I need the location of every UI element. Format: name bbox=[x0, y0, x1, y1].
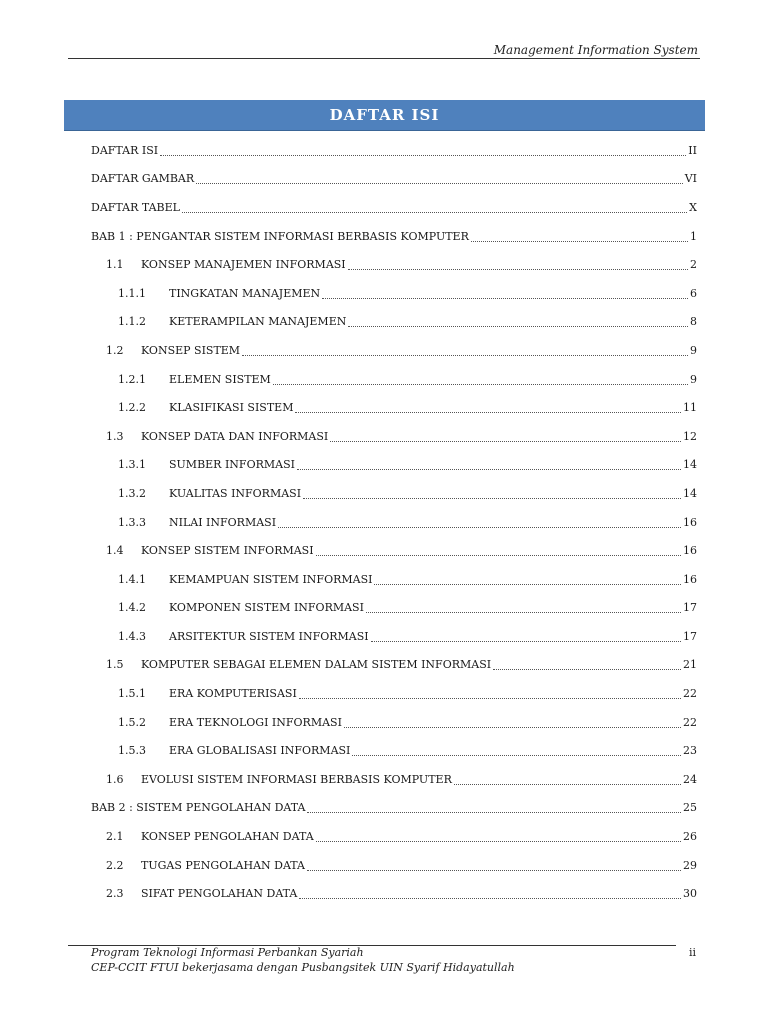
toc-entry-page: 9 bbox=[690, 343, 697, 357]
toc-entry-title: DAFTAR ISI bbox=[91, 143, 159, 157]
toc-entry[interactable] bbox=[91, 193, 697, 222]
toc-entry[interactable] bbox=[91, 365, 697, 394]
footer-page-number: ii bbox=[689, 946, 697, 959]
toc-entry-number: 1.5.1 bbox=[118, 687, 146, 701]
toc-heading: DAFTAR ISI bbox=[329, 106, 440, 124]
toc-entry-title: TUGAS PENGOLAHAN DATA bbox=[141, 858, 305, 872]
toc-dot-leader bbox=[366, 604, 681, 613]
toc-dot-leader bbox=[299, 890, 681, 899]
toc-entry-number: 1.1.2 bbox=[118, 315, 146, 329]
toc-dot-leader bbox=[493, 661, 681, 670]
toc-entry-page: 21 bbox=[683, 658, 697, 672]
toc-entry[interactable] bbox=[91, 222, 697, 251]
toc-dot-leader bbox=[242, 347, 688, 356]
toc-dot-leader bbox=[330, 433, 681, 442]
toc-entry[interactable] bbox=[91, 508, 697, 537]
toc-dot-leader bbox=[307, 804, 681, 813]
toc-entry[interactable] bbox=[91, 536, 697, 565]
toc-dot-leader bbox=[348, 318, 688, 327]
toc-entry-number: 2.2 bbox=[106, 858, 124, 872]
toc-entry[interactable] bbox=[91, 765, 697, 794]
toc-entry-page: 14 bbox=[683, 486, 697, 500]
toc-entry-title: KOMPONEN SISTEM INFORMASI bbox=[169, 601, 364, 615]
toc-entry[interactable] bbox=[91, 679, 697, 708]
toc-dot-leader bbox=[278, 519, 681, 528]
toc-entry-title: KONSEP PENGOLAHAN DATA bbox=[141, 830, 314, 844]
toc-dot-leader bbox=[344, 719, 681, 728]
toc-entry-title: ARSITEKTUR SISTEM INFORMASI bbox=[169, 629, 369, 643]
toc-entry-page: 1 bbox=[690, 229, 697, 243]
toc-entry-number: 2.1 bbox=[106, 830, 124, 844]
toc-entry-page: 16 bbox=[683, 544, 697, 558]
toc-entry-page: 12 bbox=[683, 429, 697, 443]
toc-entry-page: 22 bbox=[683, 687, 697, 701]
toc-entry-number: 1.1 bbox=[106, 258, 124, 272]
running-header-title: Management Information System bbox=[493, 43, 698, 57]
toc-dot-leader bbox=[273, 376, 688, 385]
toc-entry-page: 17 bbox=[683, 629, 697, 643]
toc-entry[interactable] bbox=[91, 422, 697, 451]
toc-entry-page: 17 bbox=[683, 601, 697, 615]
toc-entry[interactable] bbox=[91, 594, 697, 623]
toc-entry-number: 1.2 bbox=[106, 343, 124, 357]
toc-dot-leader bbox=[371, 633, 681, 642]
toc-entry[interactable] bbox=[91, 736, 697, 765]
toc-entry-title: DAFTAR GAMBAR bbox=[91, 172, 195, 186]
toc-entry-number: 1.4.1 bbox=[118, 572, 146, 586]
toc-entry-title: ERA KOMPUTERISASI bbox=[169, 687, 297, 701]
toc-entry-number: 1.5.2 bbox=[118, 715, 146, 729]
toc-entry-page: II bbox=[688, 143, 697, 157]
toc-entry-title: KLASIFIKASI SISTEM bbox=[169, 401, 294, 415]
toc-entry-page: VI bbox=[684, 172, 697, 186]
toc-entry-number: 2.3 bbox=[106, 887, 124, 901]
toc-entry[interactable] bbox=[91, 479, 697, 508]
toc-dot-leader bbox=[299, 690, 681, 699]
toc-entry-title: DAFTAR TABEL bbox=[91, 200, 180, 214]
toc-entry-page: 24 bbox=[683, 772, 697, 786]
toc-banner bbox=[64, 100, 705, 131]
toc-entry[interactable] bbox=[91, 279, 697, 308]
toc-entry-number: 1.3.3 bbox=[118, 515, 146, 529]
toc-entry-page: 8 bbox=[690, 315, 697, 329]
toc-entry-number: 1.3 bbox=[106, 429, 124, 443]
toc-entry-title: KONSEP MANAJEMEN INFORMASI bbox=[141, 258, 346, 272]
toc-entry-number: 1.2.2 bbox=[118, 401, 146, 415]
toc-entry[interactable] bbox=[91, 250, 697, 279]
toc-entry-number: 1.5.3 bbox=[118, 744, 146, 758]
toc-dot-leader bbox=[297, 461, 681, 470]
table-of-contents bbox=[91, 136, 697, 908]
toc-entry-number: 1.3.2 bbox=[118, 486, 146, 500]
toc-entry-title: KOMPUTER SEBAGAI ELEMEN DALAM SISTEM INFORMASI bbox=[141, 658, 492, 672]
toc-entry-page: 22 bbox=[683, 715, 697, 729]
toc-dot-leader bbox=[316, 833, 681, 842]
toc-entry-title: KONSEP DATA DAN INFORMASI bbox=[141, 429, 329, 443]
toc-entry[interactable] bbox=[91, 879, 697, 908]
toc-entry-page: 26 bbox=[683, 830, 697, 844]
toc-entry-number: 1.2.1 bbox=[118, 372, 146, 386]
header-rule bbox=[68, 58, 700, 59]
toc-entry-page: 6 bbox=[690, 286, 697, 300]
toc-entry-number: 1.4 bbox=[106, 544, 124, 558]
toc-entry-page: 16 bbox=[683, 572, 697, 586]
toc-dot-leader bbox=[303, 490, 681, 499]
toc-entry-title: BAB 1 : PENGANTAR SISTEM INFORMASI BERBASIS KOMPUTER bbox=[91, 229, 469, 243]
toc-dot-leader bbox=[454, 776, 681, 785]
toc-entry[interactable] bbox=[91, 451, 697, 480]
toc-entry-page: 25 bbox=[683, 801, 697, 815]
toc-entry-number: 1.4.2 bbox=[118, 601, 146, 615]
toc-entry-page: 16 bbox=[683, 515, 697, 529]
toc-entry-title: KUALITAS INFORMASI bbox=[169, 486, 302, 500]
toc-dot-leader bbox=[374, 576, 681, 585]
toc-entry[interactable] bbox=[91, 336, 697, 365]
toc-entry-number: 1.1.1 bbox=[118, 286, 146, 300]
toc-dot-leader bbox=[471, 233, 688, 242]
toc-entry-title: EVOLUSI SISTEM INFORMASI BERBASIS KOMPUTER bbox=[141, 772, 452, 786]
toc-entry-page: X bbox=[689, 200, 697, 214]
toc-entry-title: KONSEP SISTEM INFORMASI bbox=[141, 544, 314, 558]
toc-entry[interactable] bbox=[91, 565, 697, 594]
toc-entry[interactable] bbox=[91, 822, 697, 851]
toc-entry-title: ERA TEKNOLOGI INFORMASI bbox=[169, 715, 342, 729]
toc-entry-title: SUMBER INFORMASI bbox=[169, 458, 295, 472]
toc-dot-leader bbox=[322, 290, 688, 299]
toc-entry-page: 11 bbox=[683, 401, 697, 415]
toc-dot-leader bbox=[316, 547, 681, 556]
toc-dot-leader bbox=[348, 261, 688, 270]
toc-entry-page: 9 bbox=[690, 372, 697, 386]
toc-dot-leader bbox=[352, 747, 681, 756]
toc-entry-title: NILAI INFORMASI bbox=[169, 515, 277, 529]
toc-entry-number: 1.5 bbox=[106, 658, 124, 672]
toc-dot-leader bbox=[307, 862, 681, 871]
toc-entry[interactable] bbox=[91, 708, 697, 737]
toc-entry-number: 1.3.1 bbox=[118, 458, 146, 472]
toc-entry[interactable] bbox=[91, 622, 697, 651]
toc-entry-title: BAB 2 : SISTEM PENGOLAHAN DATA bbox=[91, 801, 306, 815]
toc-entry-title: KONSEP SISTEM bbox=[141, 343, 241, 357]
toc-entry-page: 2 bbox=[690, 258, 697, 272]
toc-entry-title: TINGKATAN MANAJEMEN bbox=[169, 286, 321, 300]
toc-entry-page: 23 bbox=[683, 744, 697, 758]
toc-entry[interactable] bbox=[91, 851, 697, 880]
toc-entry-title: KEMAMPUAN SISTEM INFORMASI bbox=[169, 572, 373, 586]
toc-entry-title: SIFAT PENGOLAHAN DATA bbox=[141, 887, 298, 901]
toc-entry[interactable] bbox=[91, 165, 697, 194]
toc-entry-title: KETERAMPILAN MANAJEMEN bbox=[169, 315, 347, 329]
toc-entry[interactable] bbox=[91, 308, 697, 337]
toc-entry-title: ERA GLOBALISASI INFORMASI bbox=[169, 744, 351, 758]
footer-partner: CEP-CCIT FTUI bekerjasama dengan Pusbangsitek UIN Syarif Hidayatullah bbox=[91, 961, 515, 974]
toc-entry[interactable] bbox=[91, 393, 697, 422]
toc-entry-page: 30 bbox=[683, 887, 697, 901]
toc-entry[interactable] bbox=[91, 794, 697, 823]
toc-entry-number: 1.6 bbox=[106, 772, 124, 786]
toc-dot-leader bbox=[295, 404, 681, 413]
toc-entry-title: ELEMEN SISTEM bbox=[169, 372, 271, 386]
toc-dot-leader bbox=[160, 147, 686, 156]
footer-program: Program Teknologi Informasi Perbankan Syariah bbox=[91, 946, 364, 959]
toc-entry-page: 29 bbox=[683, 858, 697, 872]
toc-dot-leader bbox=[182, 204, 687, 213]
toc-dot-leader bbox=[196, 175, 683, 184]
toc-entry[interactable] bbox=[91, 136, 697, 165]
toc-entry[interactable] bbox=[91, 651, 697, 680]
toc-entry-number: 1.4.3 bbox=[118, 629, 146, 643]
toc-entry-page: 14 bbox=[683, 458, 697, 472]
